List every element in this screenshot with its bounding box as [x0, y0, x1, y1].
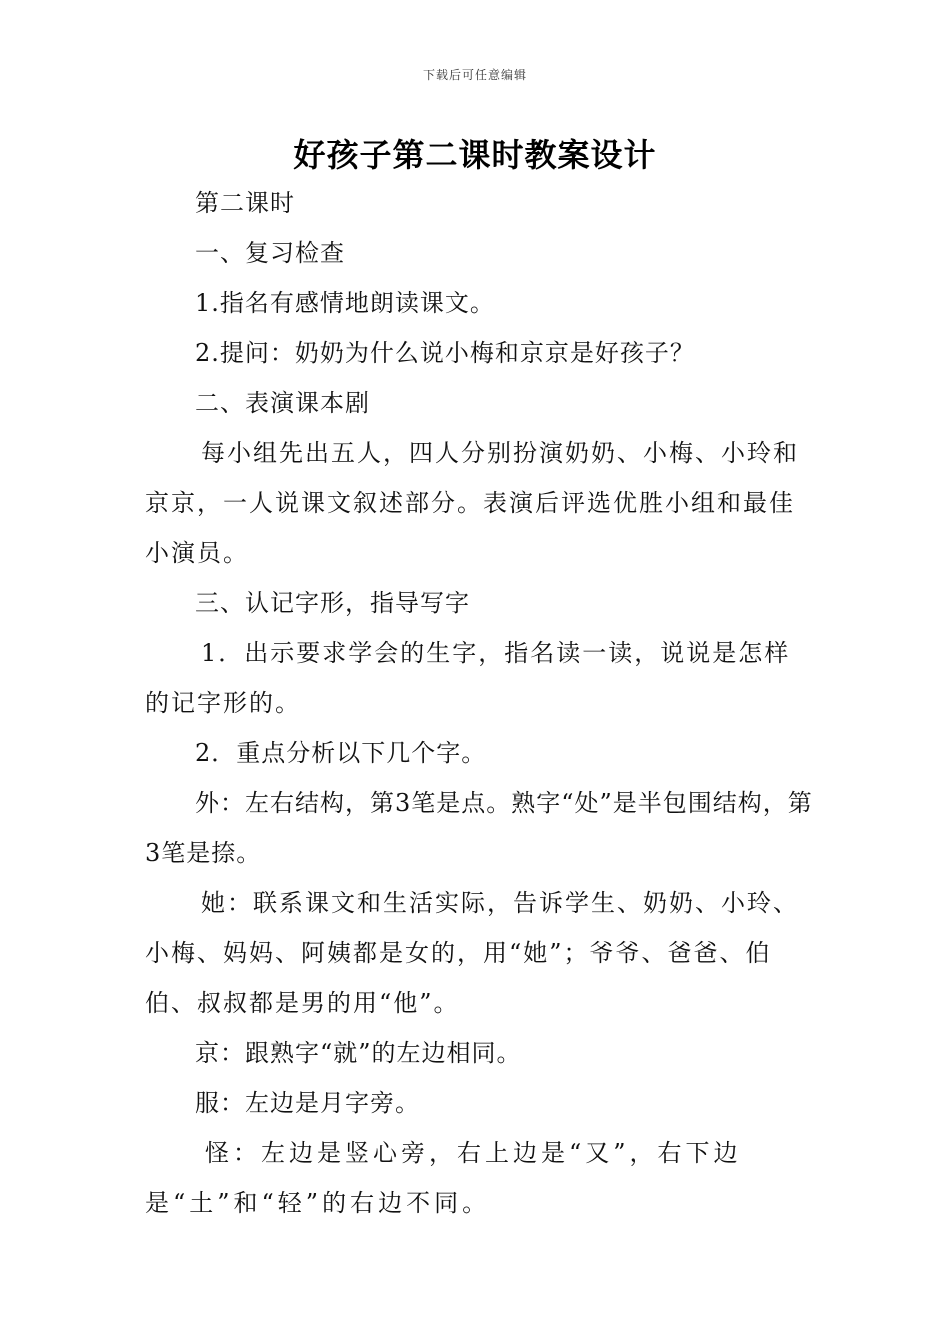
document-body — [145, 178, 815, 1228]
review-item-2: 2.提问：奶奶为什么说小梅和京京是好孩子？ — [195, 339, 695, 367]
document-title: 好孩子第二课时教案设计 — [293, 136, 657, 174]
character-fu: 服：左边是月字旁。 — [195, 1089, 420, 1117]
writing-item-2: 2．重点分析以下几个字。 — [195, 739, 487, 767]
page-header-note: 下载后可任意编辑 — [422, 68, 527, 82]
section-heading-performance: 二、表演课本剧 — [195, 389, 370, 417]
character-guai: 怪：左边是竖心旁，右上边是“又”，右下边是“土”和“轻”的右边不同。 — [145, 1139, 742, 1217]
review-item-1: 1.指名有感情地朗读课文。 — [195, 289, 495, 317]
section-heading-writing: 三、认记字形，指导写字 — [195, 589, 470, 617]
character-wai: 外：左右结构，第3笔是点。熟字“处”是半包围结构，第3笔是捺。 — [145, 789, 813, 867]
writing-item-1: 1．出示要求学会的生字，指名读一读，说说是怎样的记字形的。 — [145, 639, 791, 717]
character-jing: 京：跟熟字“就”的左边相同。 — [195, 1039, 522, 1067]
section-heading-review: 一、复习检查 — [195, 239, 345, 267]
character-ta: 她：联系课文和生活实际，告诉学生、奶奶、小玲、小梅、妈妈、阿姨都是女的，用“她”；爷爷、爸爸、伯伯、叔叔都是男的用“他”。 — [145, 889, 799, 1017]
lesson-label: 第二课时 — [195, 189, 295, 217]
performance-paragraph: 每小组先出五人，四人分别扮演奶奶、小梅、小玲和京京，一人说课文叙述部分。表演后评选优胜小组和最佳小演员。 — [145, 439, 799, 567]
